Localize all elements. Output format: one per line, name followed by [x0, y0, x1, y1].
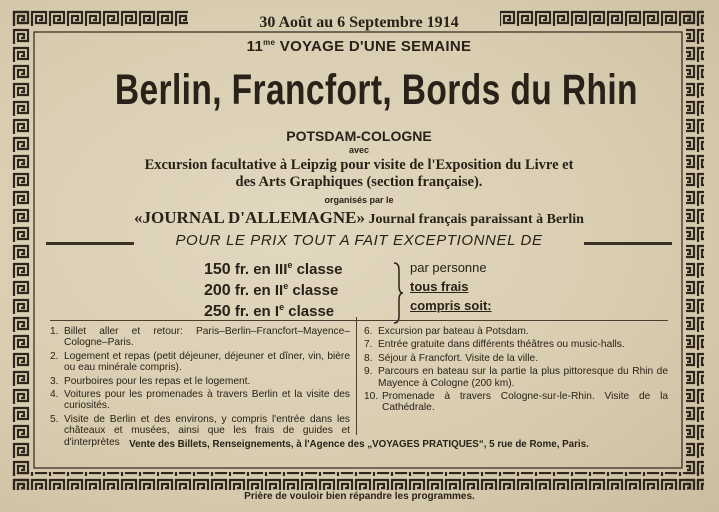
ticket-agency-footer: Vente des Billets, Renseignements, à l'Agence des „VOYAGES PRATIQUES“, 5 rue de Rome, Paris.: [129, 439, 589, 450]
voyage-number-suffix: me: [263, 38, 276, 47]
main-title: Berlin, Francfort, Bords du Rhin: [114, 66, 638, 114]
voyage-number: 11: [246, 38, 264, 55]
journal-name: «JOURNAL D'ALLEMAGNE»: [134, 208, 365, 227]
organizer-line: [46, 208, 672, 228]
list-item: 9. Parcours en bateau sur la partie la plus pittoresque du Rhin de Mayence à Cologne (200 km).: [364, 366, 668, 389]
curly-brace-graphic: [392, 262, 404, 324]
list-item: 8. Séjour à Francfort. Visite de la ville.: [364, 352, 539, 364]
list-item: 3. Pourboires pour les repas et le logement.: [50, 375, 251, 387]
distribution-note: Prière de vouloir bien répandre les programmes.: [244, 491, 475, 502]
inclusions-list-left: [50, 326, 350, 450]
price-unit: fr. en: [230, 261, 275, 278]
price-heading-row: [46, 232, 672, 256]
price-rule-right: [584, 242, 672, 245]
list-item: 2. Logement et repas (petit déjeuner, déjeuner et dîner, vin, bière ou eau minérale compris).: [50, 350, 350, 374]
list-item: 5. Visite de Berlin et des environs, y compris l'entrée dans les châteaux et musées, ainsi que les frais de guides et d'interprètes: [50, 413, 350, 448]
price-amount: 200: [204, 282, 231, 299]
price-amount: 150: [204, 261, 231, 278]
list-item: 10. Promenade à travers Cologne-sur-le-Rhin. Visite de la Cathédrale.: [364, 391, 668, 414]
per-person-label: par personne: [410, 260, 487, 275]
voyage-heading: [46, 38, 672, 55]
price-conditions: [410, 260, 492, 317]
price-unit: fr. en: [230, 282, 275, 299]
all-costs-label: tous frais: [410, 279, 469, 294]
list-item: 7. Entrée gratuite dans différents théâtres ou music-halls.: [364, 339, 625, 351]
leaflet-content: [46, 12, 672, 482]
list-item: 1. Billet aller et retour: Paris–Berlin–Francfort–Mayence–Cologne–Paris.: [50, 326, 350, 349]
class-numeral: II: [274, 282, 284, 299]
excursion-line-1: Excursion facultative à Leipzig pour visite de l'Exposition du Livre et: [144, 157, 574, 173]
tour-dates: 30 Août au 6 Septembre 1914: [259, 14, 459, 31]
organizer-label: organisés par le: [324, 195, 394, 205]
voyage-heading-text: VOYAGE D'UNE SEMAINE: [275, 38, 472, 55]
price-classes: [204, 260, 404, 323]
included-label: compris soit:: [410, 298, 492, 313]
list-item: 6. Excursion par bateau à Potsdam.: [364, 326, 529, 337]
price-class-row: [204, 260, 404, 281]
class-suffix: e: [283, 281, 289, 291]
route-subtitle: POTSDAM-COLOGNE: [286, 128, 432, 144]
class-suffix: e: [287, 260, 293, 270]
price-amount: 250: [204, 303, 231, 320]
class-suffix: e: [279, 302, 285, 312]
section-divider: [50, 320, 668, 321]
price-unit: fr. en: [230, 303, 275, 320]
journal-tagline: Journal français paraissant à Berlin: [364, 212, 584, 227]
price-heading: POUR LE PRIX TOUT A FAIT EXCEPTIONNEL DE: [175, 232, 543, 249]
class-numeral: III: [274, 261, 288, 278]
price-rule-left: [46, 242, 134, 245]
class-word: classe: [292, 261, 343, 278]
avec-label: avec: [348, 145, 370, 155]
class-numeral: I: [274, 303, 280, 320]
class-word: classe: [284, 303, 335, 320]
inclusions-list-right: [364, 326, 668, 416]
list-item: 4. Voitures pour les promenades à travers Berlin et la visite des curiosités.: [50, 389, 350, 412]
excursion-line-2: des Arts Graphiques (section française).: [235, 174, 483, 190]
price-class-row: [204, 281, 404, 302]
column-divider: [356, 317, 357, 435]
excursion-note: [46, 157, 672, 191]
class-word: classe: [288, 282, 339, 299]
